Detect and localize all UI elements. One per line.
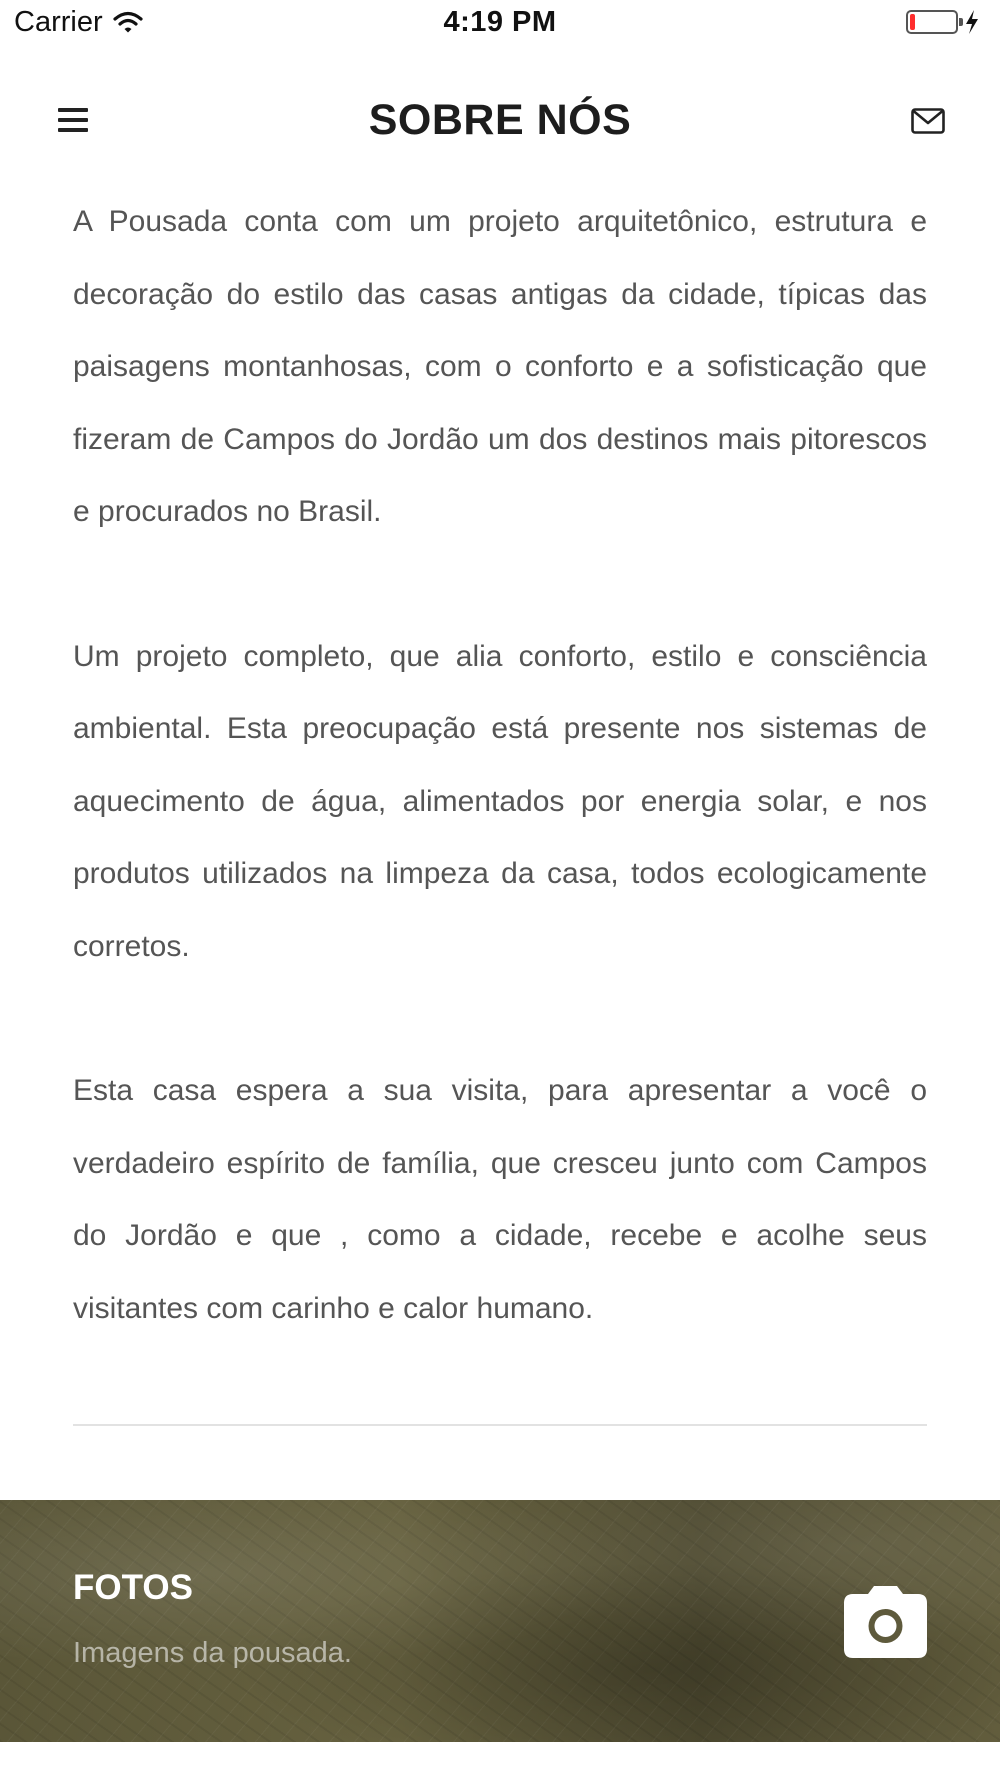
mail-icon[interactable] (911, 108, 945, 134)
divider (73, 1424, 927, 1426)
battery-level (910, 14, 915, 30)
status-right (906, 10, 980, 34)
about-paragraph-2: Um projeto completo, que alia conforto, estilo e consciência ambiental. Esta preocupação está presente nos sistemas de aquecimento de água, alimentados por energia solar, e nos produtos utilizados na limpeza da casa, todos ecologicamente corretos. (73, 639, 927, 963)
about-paragraph-3: Esta casa espera a sua visita, para apresentar a você o verdadeiro espírito de família, que cresceu junto com Campos do Jordão e que , como a cidade, recebe e acolhe seus visitantes com carinho e calor humano. (73, 1074, 927, 1325)
camera-icon[interactable] (844, 1586, 927, 1658)
photos-banner[interactable] (0, 1500, 1000, 1742)
status-time: 4:19 PM (443, 6, 557, 38)
battery-icon (906, 10, 958, 34)
about-content (73, 186, 927, 1417)
carrier-label: Carrier (14, 6, 103, 38)
page-title: SOBRE NÓS (368, 96, 632, 144)
charging-bolt-icon (964, 10, 980, 34)
photos-title: FOTOS (73, 1568, 193, 1607)
nav-bar (0, 52, 1000, 182)
status-bar (0, 0, 1000, 52)
photos-subtitle: Imagens da pousada. (73, 1637, 352, 1669)
about-paragraph-1: A Pousada conta com um projeto arquitetônico, estrutura e decoração do estilo das casas antigas da cidade, típicas das paisagens montanhosas, com o conforto e a sofisticação que fizeram de Campos do Jordão um dos destinos mais pitorescos e procurados no Brasil. (73, 205, 927, 528)
